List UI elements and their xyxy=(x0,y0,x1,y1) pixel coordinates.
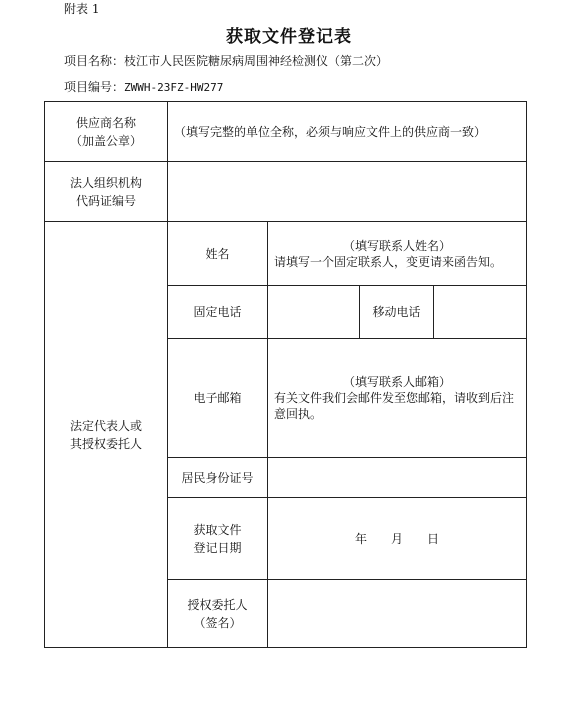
project-name-value: 枝江市人民医院糖尿病周围神经检测仪（第二次） xyxy=(124,54,389,68)
org-code-field[interactable] xyxy=(168,162,527,222)
id-field[interactable] xyxy=(268,458,527,498)
representative-label: 法定代表人或 其授权委托人 xyxy=(45,222,168,648)
project-code-value: ZWWH-23FZ-HW277 xyxy=(124,81,224,94)
registration-table xyxy=(44,101,527,648)
phone-label: 固定电话 xyxy=(168,286,268,339)
email-field[interactable] xyxy=(268,339,527,458)
project-code-label: 项目编号： xyxy=(64,80,125,94)
org-code-row xyxy=(45,162,527,222)
signer-label: 授权委托人 （签名） xyxy=(168,580,268,648)
project-name-line xyxy=(64,52,388,69)
name-field[interactable] xyxy=(268,222,527,286)
signer-field[interactable] xyxy=(268,580,527,648)
project-name-label: 项目名称： xyxy=(64,54,125,68)
mobile-field[interactable] xyxy=(434,286,527,339)
name-hint-1: （填写联系人姓名） xyxy=(343,238,452,253)
supplier-row xyxy=(45,102,527,162)
name-hint-2: 请填写一个固定联系人，变更请来函告知。 xyxy=(274,254,503,269)
date-label: 获取文件 登记日期 xyxy=(168,498,268,580)
phone-field[interactable] xyxy=(268,286,360,339)
id-label: 居民身份证号 xyxy=(168,458,268,498)
appendix-label: 附表 1 xyxy=(64,2,100,16)
email-hint-1: （填写联系人邮箱） xyxy=(343,375,452,389)
supplier-field[interactable]: （填写完整的单位全称，必须与响应文件上的供应商一致） xyxy=(168,102,527,162)
supplier-label: 供应商名称 （加盖公章） xyxy=(45,102,168,162)
mobile-label: 移动电话 xyxy=(360,286,434,339)
form-title: 获取文件登记表 xyxy=(226,27,352,47)
project-code-line xyxy=(64,78,223,95)
name-label: 姓名 xyxy=(168,222,268,286)
name-row xyxy=(45,222,527,286)
date-field[interactable]: 年 月 日 xyxy=(268,498,527,580)
org-code-label: 法人组织机构 代码证编号 xyxy=(45,162,168,222)
email-label: 电子邮箱 xyxy=(168,339,268,458)
email-hint-2: 有关文件我们会邮件发至您邮箱，请收到后注意回执。 xyxy=(274,391,515,421)
